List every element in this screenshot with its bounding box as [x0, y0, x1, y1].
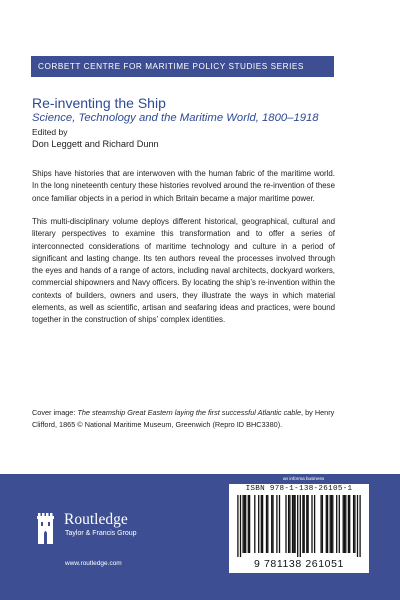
barcode-bar: [242, 495, 243, 553]
barcode-bar: [288, 495, 289, 553]
informa-tagline: an informa business: [283, 476, 325, 481]
cover-credit-prefix: Cover image:: [32, 408, 78, 417]
barcode-bar: [326, 495, 327, 553]
barcode-bar: [300, 495, 301, 557]
cover-credit: [32, 407, 337, 430]
barcode-bar: [306, 495, 307, 553]
barcode-bar: [331, 495, 332, 553]
barcode-bar: [320, 495, 321, 553]
barcode-bar: [332, 495, 333, 553]
barcode-bar: [271, 495, 272, 553]
barcode-bar: [327, 495, 328, 553]
cover-credit-image-title: The steamship Great Eastern laying the first successful Atlantic cable: [77, 408, 302, 417]
barcode-bar: [353, 495, 354, 553]
barcode-bar: [267, 495, 268, 553]
barcode-bar: [294, 495, 295, 553]
barcode-bar: [339, 495, 340, 553]
barcode-bar: [261, 495, 262, 553]
barcode-bar: [254, 495, 255, 553]
barcode-bar: [307, 495, 308, 553]
description-paragraph-2: This multi-disciplinary volume deploys different historical, geographical, cultural and literary perspectives to examine this transformation and to offer a series of interconnected considerations of maritime technology and culture in a period of significant and lasting change. Its ten authors reveal the processes involved through the eyes and hands of a range of actors, including naval architects, dockyard workers, commercial shipowners and Navy officers. By locating the ship’s re-invention within the contexts of builders, owners and users, they illustrate the ways in which material elements, as well as scientific, artisan and seafaring ideas and practices, were bound together in the construction of ships’ complex identities.: [32, 217, 335, 325]
routledge-logo-icon: [36, 513, 55, 544]
barcode-bar: [293, 495, 294, 553]
barcode-bar: [357, 495, 358, 557]
barcode-bar: [297, 495, 298, 557]
description-paragraph-1: Ships have histories that are interwoven with the human fabric of the maritime world. In the long nineteenth century these histories revolved around the re-invention of these once familiar objects in a period in which Britain became a major maritime power.: [32, 169, 335, 203]
publisher-website: www.routledge.com: [65, 560, 122, 567]
barcode-bar: [272, 495, 273, 553]
barcode-bar: [285, 495, 286, 553]
barcode-bar: [304, 495, 305, 553]
book-subtitle: Science, Technology and the Maritime World, 1800–1918: [32, 112, 319, 124]
barcode-bar: [343, 495, 344, 553]
barcode-digits: 9 781138 261051: [254, 558, 344, 570]
cover-credit-suffix: , by Henry Clifford, 1865 © National Maritime Museum, Greenwich (Repro ID BHC3380).: [32, 408, 335, 429]
barcode-bar: [354, 495, 355, 553]
barcode-bar: [266, 495, 267, 553]
book-title: Re-inventing the Ship: [32, 95, 166, 111]
publisher-name: Routledge: [64, 511, 128, 528]
barcode-bar: [336, 495, 337, 553]
barcode-bar: [262, 495, 263, 553]
editors-names: Don Leggett and Richard Dunn: [32, 139, 159, 149]
barcode-bar: [245, 495, 246, 553]
barcode-bar: [302, 495, 303, 553]
series-label: CORBETT CENTRE FOR MARITIME POLICY STUDIES SERIES: [38, 62, 304, 71]
barcode-bar: [314, 495, 315, 553]
edited-by-label: Edited by: [32, 127, 68, 137]
barcode-bar: [249, 495, 250, 553]
barcode-bar: [248, 495, 249, 553]
barcode-box: [229, 484, 369, 573]
isbn-label: ISBN 978-1-138-26105-1: [245, 485, 353, 493]
barcode-bar: [244, 495, 245, 553]
publisher-group: Taylor & Francis Group: [65, 530, 137, 537]
barcode-bar: [322, 495, 323, 553]
barcode-bar: [279, 495, 280, 553]
barcode-bar: [292, 495, 293, 553]
barcode-bar: [349, 495, 350, 553]
barcode-bar: [359, 495, 360, 557]
barcode-bar: [289, 495, 290, 553]
barcode-graphic: [229, 495, 369, 558]
barcode-bar: [345, 495, 346, 553]
barcode-bar: [344, 495, 345, 553]
barcode-bar: [258, 495, 259, 553]
barcode-bar: [348, 495, 349, 553]
barcode-bar: [311, 495, 312, 553]
barcode-bar: [240, 495, 241, 557]
barcode-bar: [276, 495, 277, 553]
barcode-bar: [330, 495, 331, 553]
series-banner: [31, 56, 334, 77]
barcode-bar: [237, 495, 238, 557]
